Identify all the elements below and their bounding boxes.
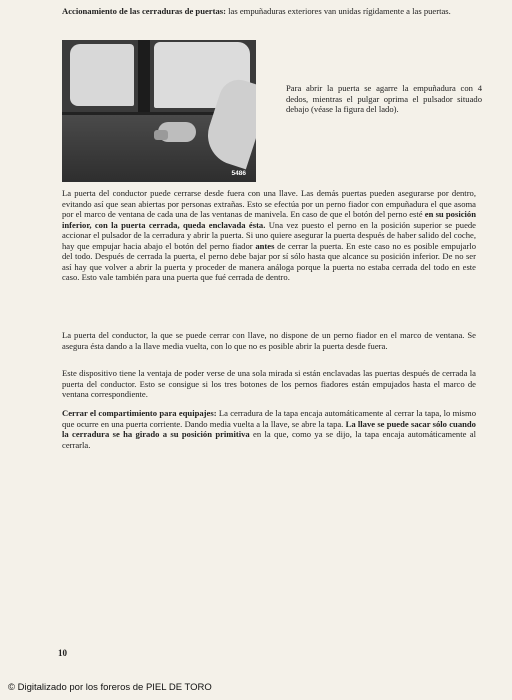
door-handle-shape xyxy=(154,130,168,140)
paragraph-key-lock: La puerta del conductor, la que se puede cerrar con llave, no dispone de un perno fiador en el marco de ventana. Se asegura ésta dando a la llave media vuelta, con lo que no es posible abrir la puerta desde fuera. xyxy=(62,330,476,351)
intro-paragraph xyxy=(62,6,482,17)
paragraph-driver-door: La puerta del conductor puede cerrarse desde fuera con una llave. Las demás puertas pueden asegurarse por dentro, evitando así que sean abiertas por personas extrañas. Esto se efectúa por un perno fiador con empuñadura el que asoma por el marco de ventana de cada una de las ventanas de manivela. En caso de que el botón del perno esté en su posición inferior, con la puerta cerrada, queda enclavada ésta. Una vez puesto el perno en la posición superior se puede accionar el pulsador de la cerradura y abrir la puerta. Si uno quiere asegurar la puerta después de haber salido del coche, hay que empujar hacia abajo el botón del perno fiador antes de cerrar la puerta. En este caso no es posible empujarlo del todo. Después de cerrada la puerta, el perno debe bajar por sí sólo hasta que alcance su posición inferior. De no ser así hay que volver a abrir la puerta y proceder de manera análoga porque la puerta no estaba cerrada del todo en este caso. Esto vale también para una puerta que fué cerrada de dentro. xyxy=(62,188,476,282)
page-number: 10 xyxy=(58,648,67,658)
door-handle-photo xyxy=(62,40,256,182)
paragraph-luggage: Cerrar el compartimiento para equipajes: La cerradura de la tapa encaja automáticamente al cerrar la tapa, lo mismo que ocurre en una puerta corriente. Dando media vuelta a la llave, se abre la tapa. La llave se puede sacar sólo cuando la cerradura se ha girado a su posición primitiva en la que, como ya se dijo, la tapa encaja automáticamente al cerrarla. xyxy=(62,408,476,450)
intro-heading: Accionamiento de las cerraduras de puertas: xyxy=(62,6,226,16)
photo-caption: Para abrir la puerta se agarre la empuñadura con 4 dedos, mientras el pulgar oprima el pulsador situado debajo (véase la figura del lado). xyxy=(286,83,482,114)
footer-credit: © Digitalizado por los foreros de PIEL DE TORO xyxy=(8,682,212,693)
paragraph-advantage: Este dispositivo tiene la ventaja de poder verse de una sola mirada si están enclavadas las puertas después de cerrada la puerta del conductor. Esto se consigue si los tres botones de los pernos fiadores están empujados hasta el marco de ventana correspondiente. xyxy=(62,368,476,399)
intro-text: las empuñaduras exteriores van unidas rígidamente a las puertas. xyxy=(225,6,451,16)
photo-code: 5486 xyxy=(231,170,246,177)
